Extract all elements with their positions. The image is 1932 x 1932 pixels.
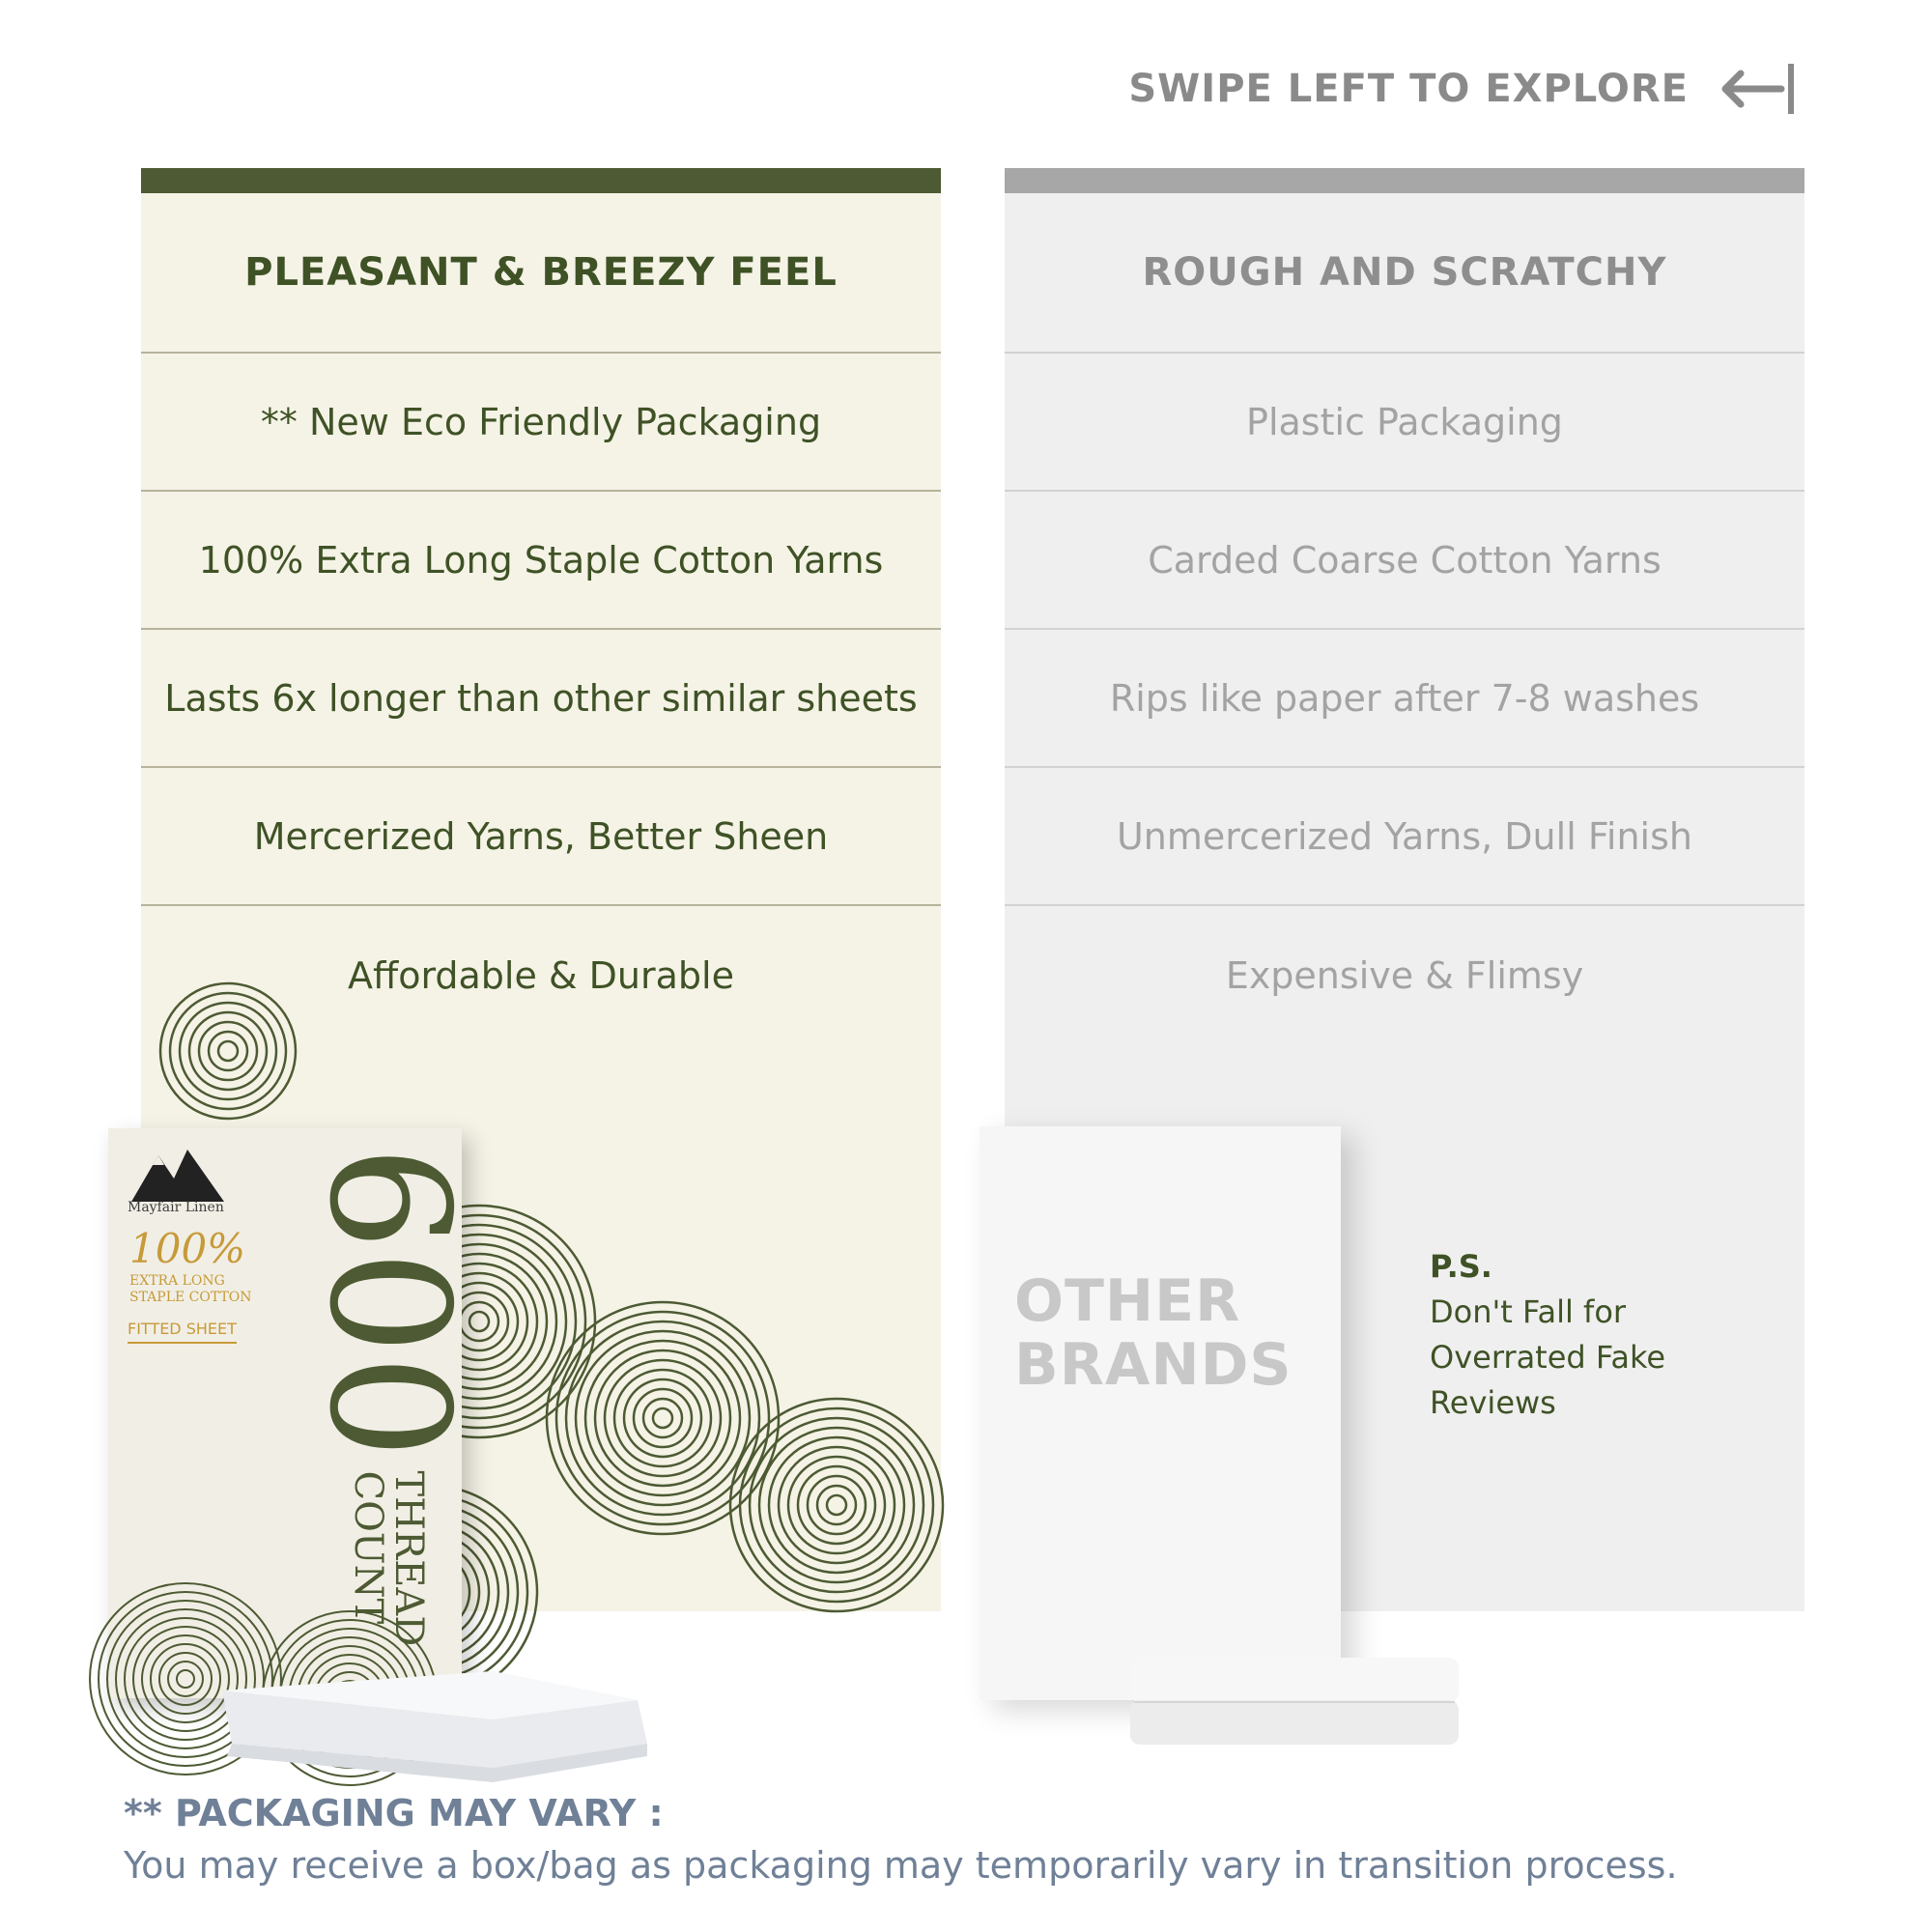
feature-row: Rips like paper after 7-8 washes	[1005, 630, 1804, 768]
brand-name: Mayfair Linen	[128, 1200, 224, 1215]
column-accent-bar	[1005, 168, 1804, 193]
folded-sheet-image	[1121, 1652, 1468, 1758]
wave-arc	[218, 1041, 238, 1061]
wave-arc	[759, 1428, 914, 1582]
swipe-hint	[1128, 60, 1797, 118]
ps-title: P.S.	[1430, 1248, 1492, 1285]
disclaimer-text: You may receive a box/bag as packaging may temporarily vary in transition process.	[124, 1844, 1678, 1887]
swipe-hint-text: SWIPE LEFT TO EXPLORE	[1128, 67, 1689, 111]
feature-list	[1005, 354, 1804, 1044]
other-brands-line: BRANDS	[1014, 1331, 1293, 1399]
column-accent-bar	[141, 168, 941, 193]
feature-row: Carded Coarse Cotton Yarns	[1005, 492, 1804, 630]
feature-row: Affordable & Durable	[348, 953, 734, 997]
ps-line: Reviews	[1430, 1384, 1556, 1421]
wave-arc	[730, 1399, 943, 1611]
wave-arc	[576, 1331, 750, 1505]
wave-arc	[798, 1466, 875, 1544]
wave-arc	[817, 1486, 856, 1524]
feature-row: ** New Eco Friendly Packaging	[141, 354, 941, 492]
other-brands-line: OTHER	[1014, 1267, 1241, 1335]
wave-arc	[624, 1379, 701, 1457]
feature-row: Plastic Packaging	[1005, 354, 1804, 492]
thread-count-text: THREAD COUNT	[346, 1470, 431, 1647]
folded-sheet-image	[203, 1652, 657, 1787]
wave-arc	[585, 1341, 740, 1495]
wave-arc	[827, 1495, 846, 1515]
ps-line: Overrated Fake	[1430, 1339, 1666, 1376]
wave-arc	[750, 1418, 923, 1592]
wave-arc	[614, 1370, 711, 1466]
feature-row: Unmercerized Yarns, Dull Finish	[1005, 768, 1804, 906]
disclaimer-title: ** PACKAGING MAY VARY :	[124, 1792, 664, 1834]
wave-arc	[643, 1399, 682, 1437]
feature-row: Lasts 6x longer than other similar sheets	[141, 630, 941, 768]
mountain-logo-icon	[131, 1146, 228, 1206]
feature-row: Expensive & Flimsy	[1225, 953, 1584, 997]
wave-arc	[556, 1312, 769, 1524]
column-heading: ROUGH AND SCRATCHY	[1005, 193, 1804, 354]
arrow-left-icon	[1716, 60, 1797, 118]
wave-arc	[653, 1408, 672, 1428]
wave-arc	[788, 1457, 885, 1553]
thread-count-number: 600	[293, 1146, 484, 1460]
staple-label: EXTRA LONG STAPLE COTTON	[129, 1273, 252, 1305]
mayfair-product-box	[108, 1128, 484, 1698]
wave-arc	[605, 1360, 721, 1476]
wave-arc	[779, 1447, 895, 1563]
wave-arc	[547, 1302, 779, 1534]
wave-arc	[177, 1670, 194, 1688]
packaging-disclaimer	[124, 1787, 1678, 1891]
ps-note	[1430, 1244, 1665, 1426]
wave-arc	[168, 1662, 203, 1696]
sheet-type-label: FITTED SHEET	[128, 1320, 237, 1344]
cotton-percent: 100%	[129, 1225, 246, 1272]
feature-row: Mercerized Yarns, Better Sheen	[141, 768, 941, 906]
ps-line: Don't Fall for	[1430, 1293, 1627, 1330]
other-brands-label	[1014, 1269, 1293, 1397]
column-heading: PLEASANT & BREEZY FEEL	[141, 193, 941, 354]
feature-row: 100% Extra Long Staple Cotton Yarns	[141, 492, 941, 630]
other-brands-box	[980, 1126, 1341, 1700]
feature-list	[141, 354, 941, 1044]
